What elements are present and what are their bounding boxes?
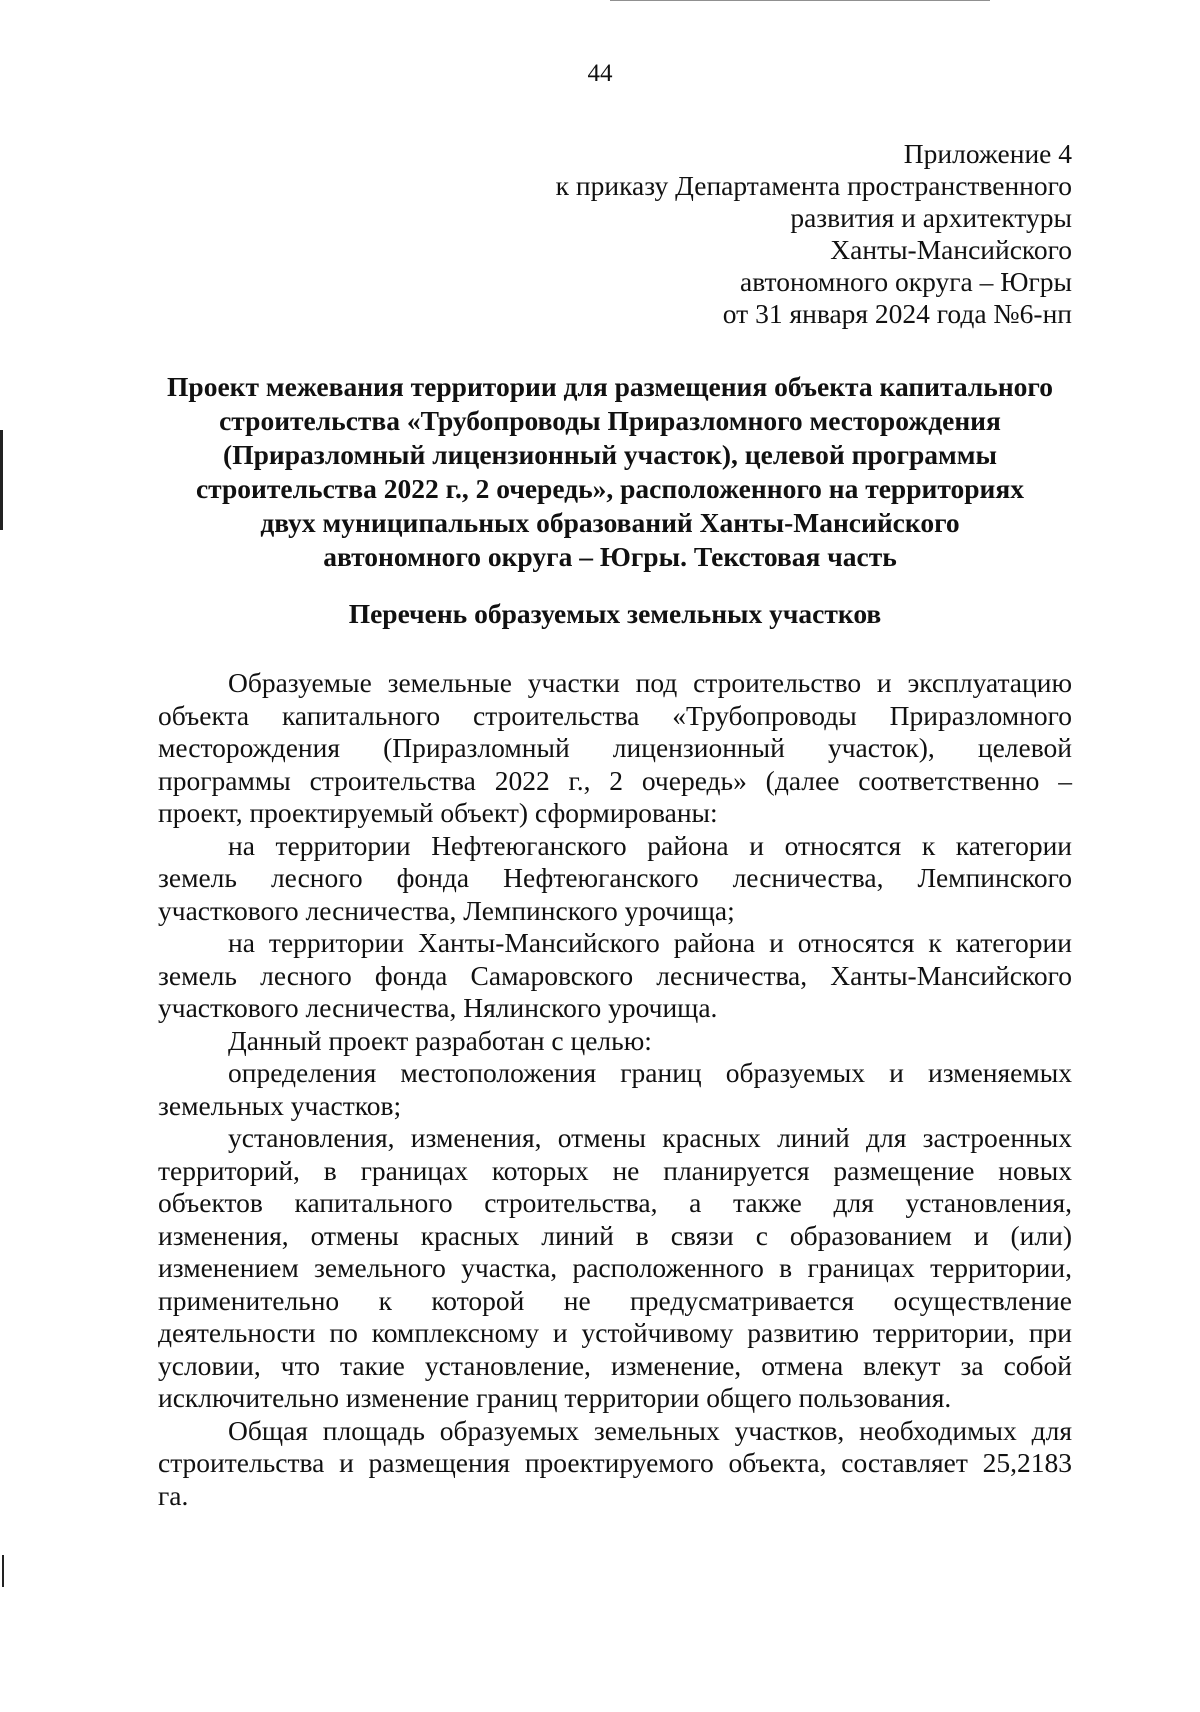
title-line: автономного округа – Югры. Текстовая часть bbox=[323, 541, 897, 572]
title-line: строительства «Трубопроводы Приразломного месторождения bbox=[219, 405, 1001, 436]
appendix-line: развития и архитектуры bbox=[790, 202, 1072, 233]
body-line: земельных участков; bbox=[158, 1089, 402, 1121]
body-line: применительно к которой не предусматривается осуществление bbox=[158, 1284, 1072, 1316]
appendix-line: к приказу Департамента пространственного bbox=[555, 170, 1072, 201]
document-title bbox=[150, 370, 1070, 574]
body-line: изменения, отмены красных линий в связи с образованием и (или) bbox=[158, 1219, 1072, 1251]
body-line: га. bbox=[158, 1479, 189, 1511]
body-text bbox=[158, 667, 1072, 1512]
body-line: объекта капитального строительства «Трубопроводы Приразломного bbox=[158, 699, 1072, 731]
scan-edge-mark-left-top bbox=[0, 430, 3, 530]
title-line: (Приразломный лицензионный участок), целевой программы bbox=[223, 439, 997, 470]
appendix-block bbox=[452, 138, 1072, 330]
body-line: территорий, в границах которых не планируется размещение новых bbox=[158, 1154, 1072, 1186]
scan-edge-mark-top bbox=[610, 0, 990, 1]
page-number: 44 bbox=[587, 60, 613, 87]
body-line: месторождения (Приразломный лицензионный участок), целевой bbox=[158, 732, 1072, 763]
body-line: условии, что такие установление, изменение, отмена влекут за собой bbox=[158, 1349, 1072, 1381]
section-title: Перечень образуемых земельных участков bbox=[348, 598, 882, 629]
body-line: участкового лесничества, Лемпинского урочища; bbox=[158, 894, 735, 926]
appendix-line: Ханты-Мансийского bbox=[830, 234, 1072, 265]
body-line: земель лесного фонда Самаровского лесничества, Ханты-Мансийского bbox=[158, 959, 1072, 991]
title-line: строительства 2022 г., 2 очередь», расположенного на территориях bbox=[195, 473, 1025, 504]
body-line: строительства и размещения проектируемого объекта, составляет 25,2183 bbox=[158, 1447, 1072, 1478]
body-line: на территории Ханты-Мансийского района и относятся к категории bbox=[228, 927, 1072, 958]
appendix-line: автономного округа – Югры bbox=[740, 266, 1072, 297]
body-line: Образуемые земельные участки под строительство и эксплуатацию bbox=[228, 667, 1072, 698]
body-line: Данный проект разработан с целью: bbox=[228, 1024, 652, 1056]
title-line: двух муниципальных образований Ханты-Мансийского bbox=[260, 507, 960, 538]
body-line: изменением земельного участка, расположенного в границах территории, bbox=[158, 1252, 1072, 1283]
body-line: определения местоположения границ образуемых и изменяемых bbox=[228, 1057, 1072, 1088]
appendix-line: Приложение 4 bbox=[903, 138, 1072, 169]
body-line: исключительно изменение границ территории общего пользования. bbox=[158, 1382, 952, 1413]
title-line: Проект межевания территории для размещения объекта капитального bbox=[167, 371, 1053, 402]
body-line: земель лесного фонда Нефтеюганского лесничества, Лемпинского bbox=[158, 862, 1072, 893]
body-line: деятельности по комплексному и устойчивому развитию территории, при bbox=[158, 1317, 1072, 1348]
body-line: программы строительства 2022 г., 2 очередь» (далее соответственно – bbox=[158, 764, 1072, 796]
body-line: участкового лесничества, Нялинского урочища. bbox=[158, 992, 718, 1023]
body-line: объектов капитального строительства, а также для установления, bbox=[158, 1187, 1072, 1218]
scan-edge-mark-left-bottom bbox=[2, 1555, 4, 1587]
appendix-line: от 31 января 2024 года №6-нп bbox=[722, 298, 1072, 329]
body-line: на территории Нефтеюганского района и относятся к категории bbox=[228, 829, 1072, 861]
body-line: установления, изменения, отмены красных линий для застроенных bbox=[228, 1122, 1072, 1153]
body-line: проект, проектируемый объект) сформированы: bbox=[158, 797, 718, 828]
body-line: Общая площадь образуемых земельных участков, необходимых для bbox=[228, 1414, 1072, 1446]
